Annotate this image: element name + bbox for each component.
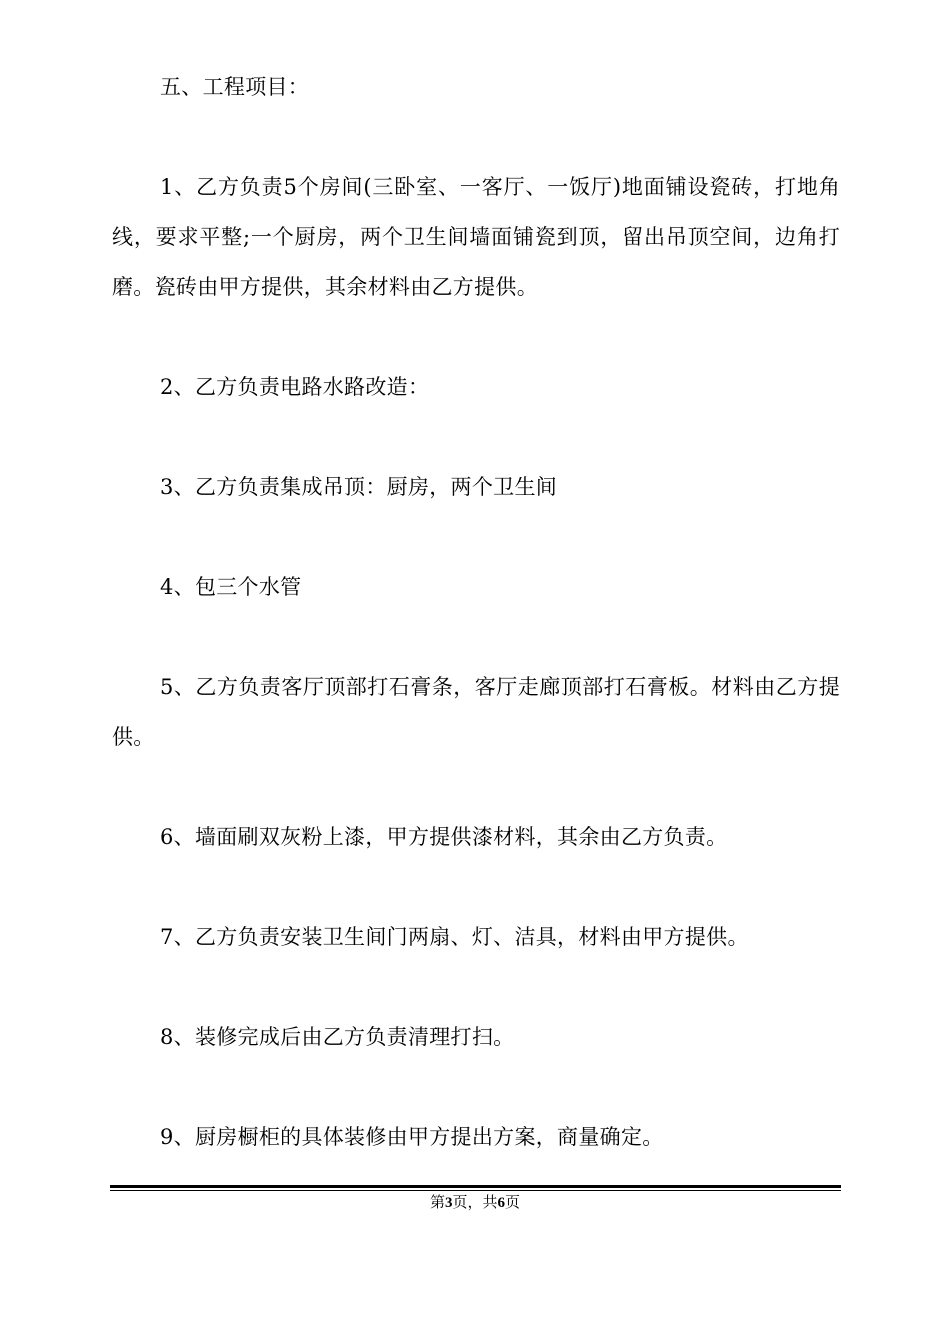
current-page-number: 3 <box>444 1195 453 1211</box>
footer-prefix: 第 <box>429 1195 445 1211</box>
paragraph-item-9: 9、厨房橱柜的具体装修由甲方提出方案，商量确定。 <box>160 1125 664 1149</box>
paragraph-item-4: 4、包三个水管 <box>160 575 302 599</box>
paragraph-item-5: 5、乙方负责客厅顶部打石膏条，客厅走廊顶部打石膏板。材料由乙方提供。 <box>112 675 840 749</box>
paragraph-item-1: 1、乙方负责5个房间(三卧室、一客厅、一饭厅)地面铺设瓷砖，打地角线，要求平整;一个厨房，两个卫生间墙面铺瓷到顶，留出吊顶空间，边角打磨。瓷砖由甲方提供，其余材料由乙方提供。 <box>112 175 840 299</box>
footer-suffix: 页 <box>505 1195 521 1211</box>
footer-middle: 页，共 <box>452 1195 498 1211</box>
paragraph-item-2: 2、乙方负责电路水路改造： <box>160 375 430 399</box>
paragraph-item-6: 6、墙面刷双灰粉上漆，甲方提供漆材料，其余由乙方负责。 <box>160 825 728 849</box>
paragraph-item-8: 8、装修完成后由乙方负责清理打扫。 <box>160 1025 515 1049</box>
total-page-count: 6 <box>497 1195 505 1211</box>
paragraph-item-7: 7、乙方负责安装卫生间门两扇、灯、洁具，材料由甲方提供。 <box>160 925 749 949</box>
document-body <box>112 62 840 1162</box>
page-footer <box>0 1192 950 1214</box>
section-heading: 五、工程项目： <box>160 75 310 99</box>
footer-divider <box>110 1185 841 1191</box>
paragraph-item-3: 3、乙方负责集成吊顶：厨房，两个卫生间 <box>160 475 558 499</box>
